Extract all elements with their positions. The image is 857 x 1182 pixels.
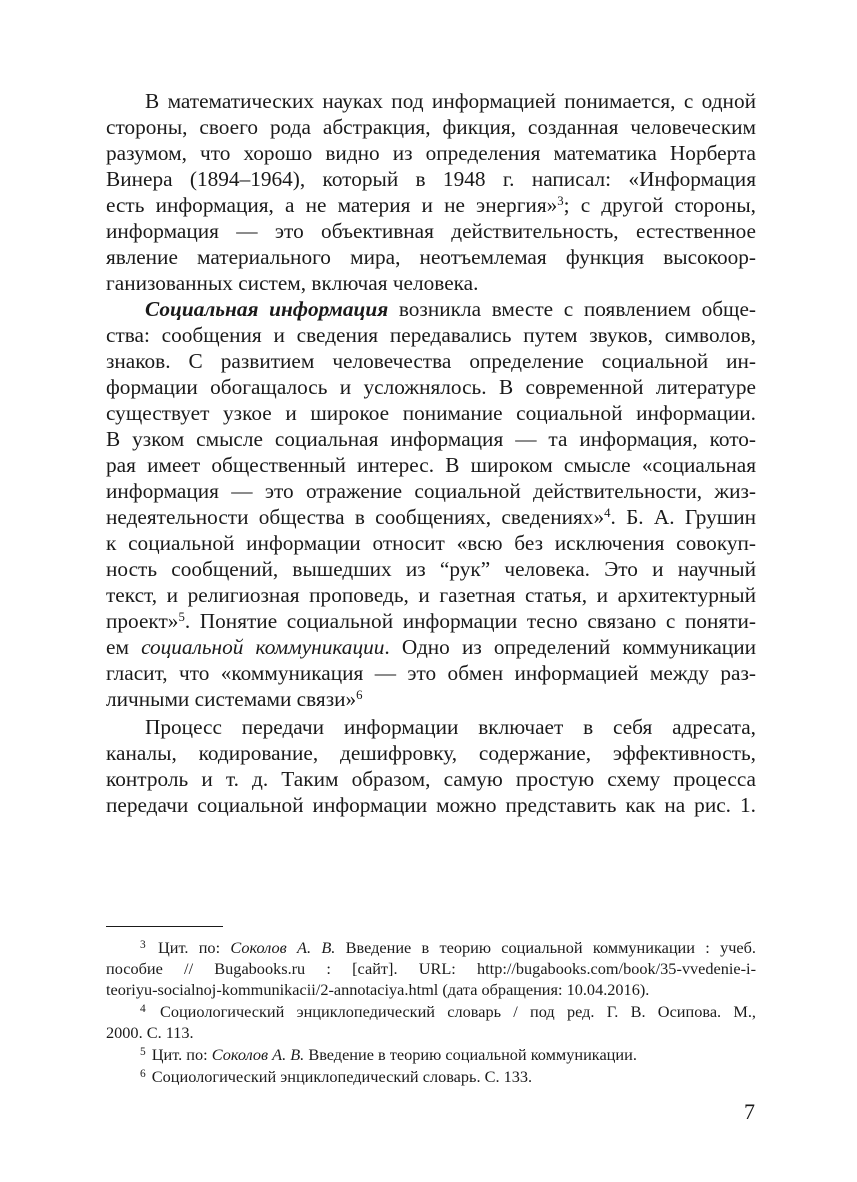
footnote-ref-3[interactable]: 3 bbox=[557, 193, 564, 208]
text-line: ность сообщений, вышедших из “рук” человека. Это и научный bbox=[106, 557, 756, 581]
text-line: существует узкое и широкое понимание социальной информации. bbox=[106, 401, 756, 425]
footnote-ref-6[interactable]: 6 bbox=[356, 687, 363, 702]
footnote-separator bbox=[106, 926, 223, 927]
term-social-information: Социальная информация bbox=[145, 297, 389, 321]
text-line: гласит, что «коммуникация — это обмен информацией между раз- bbox=[106, 661, 756, 685]
text-line: Процесс передачи информации включает в себя адресата, bbox=[145, 715, 756, 739]
footnote-4: $^4$ Социологический энциклопедический словарь / под ред. Г. В. Осипова. М., bbox=[140, 1002, 756, 1021]
text-line: личными системами связи»$^6$ bbox=[106, 687, 363, 711]
text-line: разумом, что хорошо видно из определения математика Норберта bbox=[106, 141, 756, 165]
text-line: информация — это объективная действительность, естественное bbox=[106, 219, 756, 243]
text-line: передачи социальной информации можно представить как на рис. 1. bbox=[106, 793, 756, 817]
text-line: знаков. С развитием человечества определение социальной ин- bbox=[106, 349, 756, 373]
text-line: явление материального мира, неотъемлемая функция высокоор- bbox=[106, 245, 756, 269]
footnote-6: $^6$ Социологический энциклопедический словарь. С. 133. bbox=[140, 1067, 533, 1086]
text-line: ганизованных систем, включая человека. bbox=[106, 271, 479, 295]
text-line: текст, и религиозная проповедь, и газетная статья, и архитектурный bbox=[106, 583, 756, 607]
text-line: недеятельности общества в сообщениях, сведениях»$^4$. Б. А. Грушин bbox=[106, 505, 756, 529]
term-social-communication: социальной коммуникации bbox=[141, 635, 385, 659]
text-line: контроль и т. д. Таким образом, самую простую схему процесса bbox=[106, 767, 756, 791]
text-line: В математических науках под информацией понимается, с одной bbox=[145, 89, 756, 113]
text-line: ства: сообщения и сведения передавались путем звуков, символов, bbox=[106, 323, 756, 347]
footnote-ref-4[interactable]: 4 bbox=[604, 505, 611, 520]
footnote-line[interactable]: teoriyu-socialnoj-kommunikacii/2-annotaciya.html (дата обращения: 10.04.2016). bbox=[106, 980, 650, 999]
footnote-5: $^5$ Цит. по: Соколов А. В. Введение в теорию социальной коммуникации. bbox=[140, 1045, 637, 1064]
text-line: каналы, кодирование, дешифровку, содержание, эффективность, bbox=[106, 741, 756, 765]
text-line: есть информация, а не материя и не энергия»$^3$; с другой стороны, bbox=[106, 193, 756, 217]
text-line: стороны, своего рода абстракция, фикция, созданная человеческим bbox=[106, 115, 756, 139]
text-line: к социальной информации относит «всю без исключения совокуп- bbox=[106, 531, 756, 555]
text-line: рая имеет общественный интерес. В широком смысле «социальная bbox=[106, 453, 756, 477]
footnote-line: 2000. С. 113. bbox=[106, 1023, 194, 1042]
text-line: информация — это отражение социальной действительности, жиз- bbox=[106, 479, 756, 503]
text-line: Социальная информация возникла вместе с появлением обще- bbox=[145, 297, 757, 321]
footnote-3: $^3$ Цит. по: Соколов А. В. Введение в теорию социальной коммуникации : учеб. bbox=[140, 938, 756, 957]
text-line: Винера (1894–1964), который в 1948 г. написал: «Информация bbox=[106, 167, 756, 191]
page-number: 7 bbox=[744, 1099, 755, 1124]
footnote-ref-5[interactable]: 5 bbox=[178, 609, 185, 624]
text-line: В узком смысле социальная информация — та информация, кото- bbox=[106, 427, 756, 451]
footnote-line[interactable]: пособие // Bugabooks.ru : [сайт]. URL: http://bugabooks.com/book/35-vvedenie-i- bbox=[106, 959, 756, 978]
text-line: ем социальной коммуникации. Одно из определений коммуникации bbox=[106, 635, 756, 659]
text-line: проект»$^5$. Понятие социальной информации тесно связано с поняти- bbox=[106, 609, 756, 633]
text-line: формации обогащалось и усложнялось. В современной литературе bbox=[106, 375, 756, 399]
